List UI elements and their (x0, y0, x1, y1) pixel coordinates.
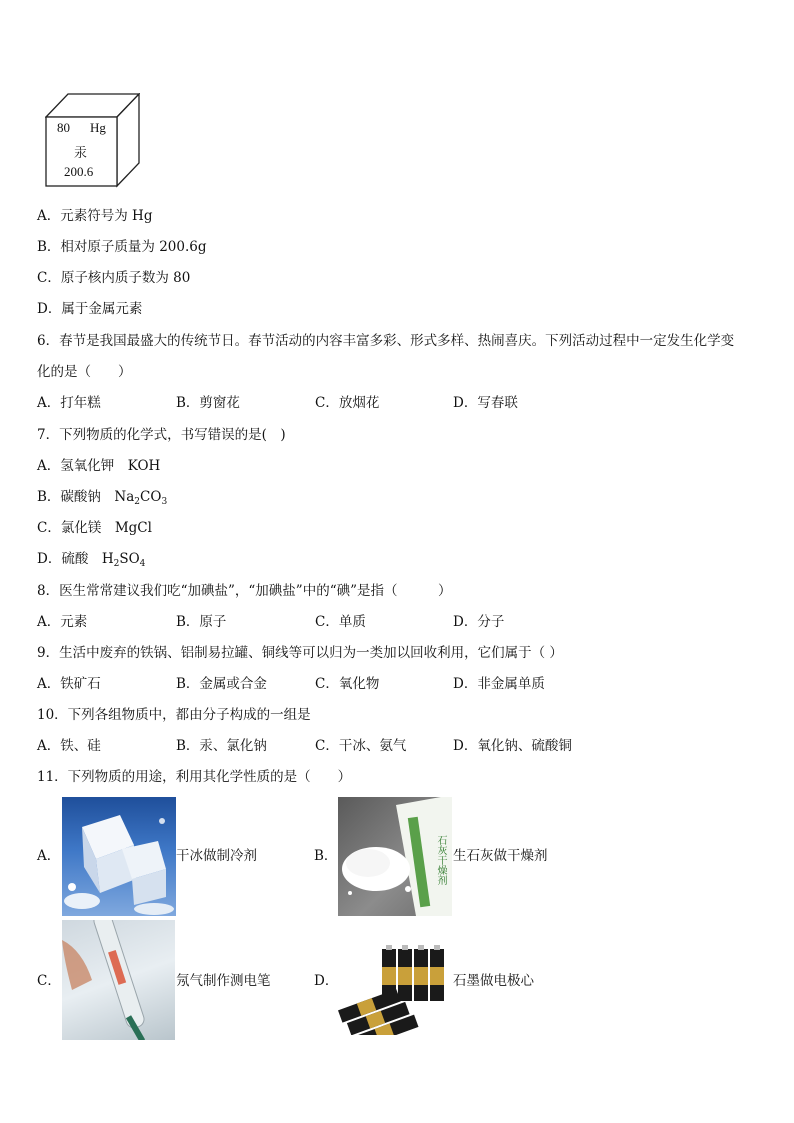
q5-option-b: B．相对原子质量为 200.6g (37, 239, 207, 255)
q8-option-c: C．单质 (315, 614, 366, 630)
q10-option-d: D．氧化钠、硫酸铜 (453, 738, 572, 754)
atomic-number: 80 (57, 120, 70, 135)
q5-option-d: D．属于金属元素 (37, 301, 143, 317)
q7-option-d (37, 550, 145, 568)
q11-option-b-text: 生石灰做干燥剂 (453, 848, 548, 864)
q11-option-d-label: D． (314, 973, 339, 989)
q7-option-b-sub1: 2 (134, 497, 141, 507)
q10-option-c: C．干冰、氨气 (315, 738, 407, 754)
q5-option-a: A．元素符号为 Hg (37, 208, 153, 224)
q6-option-b: B．剪窗花 (176, 395, 240, 411)
element-name: 汞 (74, 145, 88, 160)
element-card (45, 93, 140, 188)
q9-option-b: B．金属或合金 (176, 676, 267, 692)
dry-ice-icon (62, 797, 176, 916)
q10-stem: 10．下列各组物质中，都由分子构成的一组是 (37, 707, 311, 723)
q11-option-b-label: B． (314, 848, 338, 864)
q7-option-d-sub2: 4 (139, 559, 146, 569)
atomic-mass: 200.6 (64, 164, 94, 179)
q7-option-b-sub2: 3 (161, 497, 168, 507)
q7-option-b-mid: CO (140, 489, 162, 505)
q6-stem-line2: 化的是（ ） (37, 364, 132, 380)
q11-option-d-text: 石墨做电极心 (453, 973, 534, 989)
q11-option-c-label: C． (37, 973, 61, 989)
q7-option-b (37, 488, 167, 506)
q10-option-a: A．铁、硅 (37, 738, 101, 754)
q11-option-a-label: A． (37, 848, 61, 864)
q8-stem: 8．医生常常建议我们吃“加碘盐”，“加碘盐”中的“碘”是指（ ） (37, 583, 452, 599)
q8-option-a: A．元素 (37, 614, 88, 630)
q7-stem: 7．下列物质的化学式，书写错误的是( ) (37, 427, 286, 443)
q9-stem: 9．生活中废弃的铁锅、铝制易拉罐、铜线等可以归为一类加以回收利用，它们属于（ ） (37, 645, 563, 661)
q11-option-a-text: 干冰做制冷剂 (176, 848, 257, 864)
test-pen-image (62, 920, 175, 1040)
q7-option-d-sub1: 2 (113, 559, 120, 569)
desiccant-packet-label: 石灰干燥剂 (435, 835, 446, 885)
q7-option-c: C．氯化镁 MgCl (37, 520, 152, 536)
quicklime-image (338, 797, 452, 916)
q7-option-d-prefix: D．硫酸 H (37, 551, 114, 567)
test-pen-icon (62, 920, 175, 1040)
element-symbol: Hg (90, 120, 106, 135)
battery-icon (338, 935, 453, 1035)
q7-option-b-prefix: B．碳酸钠 Na (37, 489, 135, 505)
q6-stem-line1: 6．春节是我国最盛大的传统节日。春节活动的内容丰富多彩、形式多样、热闹喜庆。下列活动过程中一定发生化学变 (37, 333, 735, 349)
q5-option-c: C．原子核内质子数为 80 (37, 270, 191, 286)
q6-option-c: C．放烟花 (315, 395, 380, 411)
q6-option-a: A．打年糕 (37, 395, 101, 411)
batteries-image (338, 935, 453, 1035)
q9-option-d: D．非金属单质 (453, 676, 545, 692)
q6-option-d: D．写春联 (453, 395, 518, 411)
dry-ice-image (62, 797, 176, 916)
q9-option-c: C．氧化物 (315, 676, 380, 692)
q11-stem: 11．下列物质的用途，利用其化学性质的是（ ） (37, 769, 352, 785)
q7-option-a: A．氢氧化钾 KOH (37, 458, 161, 474)
q7-option-d-mid: SO (119, 551, 140, 567)
q11-option-c-text: 氖气制作测电笔 (176, 973, 271, 989)
q9-option-a: A．铁矿石 (37, 676, 101, 692)
q8-option-d: D．分子 (453, 614, 505, 630)
q10-option-b: B．汞、氯化钠 (176, 738, 267, 754)
q8-option-b: B．原子 (176, 614, 227, 630)
